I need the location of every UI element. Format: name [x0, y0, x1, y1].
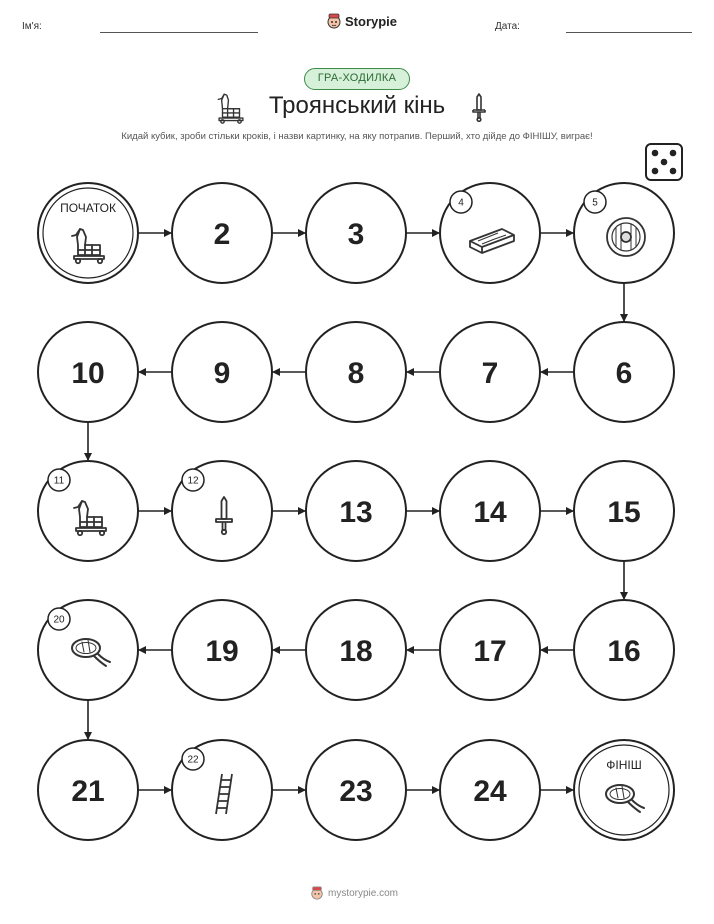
cell-number: 21: [71, 775, 105, 808]
cell-label: ПОЧАТОК: [60, 201, 116, 215]
board-cell: [440, 600, 540, 700]
mascot-icon: [310, 886, 324, 900]
cell-number: 24: [473, 775, 507, 808]
board-cell: [306, 461, 406, 561]
board-cell: [38, 600, 138, 700]
board-cell: [38, 461, 138, 561]
board-cell: [440, 322, 540, 422]
instructions-text: Кидай кубик, зроби стільки кроків, і назви картинку, на яку потрапив. Перший, хто дійде до ФІНІШУ, виграє!: [121, 131, 593, 142]
board-cell: [38, 740, 138, 840]
board-cell: [306, 183, 406, 283]
board-cell: [38, 322, 138, 422]
cell-number: 16: [607, 635, 641, 668]
start-cell: [38, 183, 138, 283]
board-cell: [172, 461, 272, 561]
game-type-tag: ГРА-ХОДИЛКА: [304, 68, 410, 90]
cell-number: 19: [205, 635, 239, 668]
board-cell: [574, 600, 674, 700]
cell-number: 7: [481, 357, 499, 390]
board-cell: [440, 183, 540, 283]
cell-number: 13: [339, 496, 373, 529]
cell-badge-number: 12: [187, 475, 199, 487]
cell-number: 18: [339, 635, 373, 668]
cell-number: 15: [607, 496, 641, 529]
cell-badge-number: 5: [592, 197, 598, 209]
cell-number: 10: [71, 357, 105, 390]
brand-name: Storypie: [345, 13, 398, 29]
cell-badge-number: 20: [53, 614, 65, 626]
cell-number: 14: [473, 496, 507, 529]
board-cell: [440, 740, 540, 840]
board-cell: [574, 461, 674, 561]
cell-number: 6: [615, 357, 633, 390]
board-cell: [574, 322, 674, 422]
cell-badge-number: 22: [187, 754, 199, 766]
cell-number: 23: [339, 775, 373, 808]
cell-badge-number: 4: [458, 197, 464, 209]
cell-number: 17: [473, 635, 507, 668]
board-cell: [306, 740, 406, 840]
cell-number: 8: [347, 357, 365, 390]
board-cell: [172, 322, 272, 422]
cell-circle: [574, 740, 674, 840]
board-cell: [172, 183, 272, 283]
board-cell: [172, 600, 272, 700]
date-label: Дата:: [495, 21, 520, 32]
board-cell: [440, 461, 540, 561]
footer: [310, 886, 398, 900]
cell-number: 2: [213, 218, 231, 251]
board-cell: [306, 322, 406, 422]
cell-circle: [38, 183, 138, 283]
cell-number: 3: [347, 218, 365, 251]
cell-label: ФІНІШ: [606, 758, 642, 772]
board-cell: [172, 740, 272, 840]
cell-number: 9: [213, 357, 231, 390]
footer-url: mystorypie.com: [328, 887, 399, 899]
cell-badge-number: 11: [53, 475, 65, 487]
finish-cell: [574, 740, 674, 840]
name-label: Ім'я:: [22, 21, 42, 32]
board-cell: [306, 600, 406, 700]
page-title: Троянський кінь: [268, 92, 446, 119]
board-cell: [574, 183, 674, 283]
